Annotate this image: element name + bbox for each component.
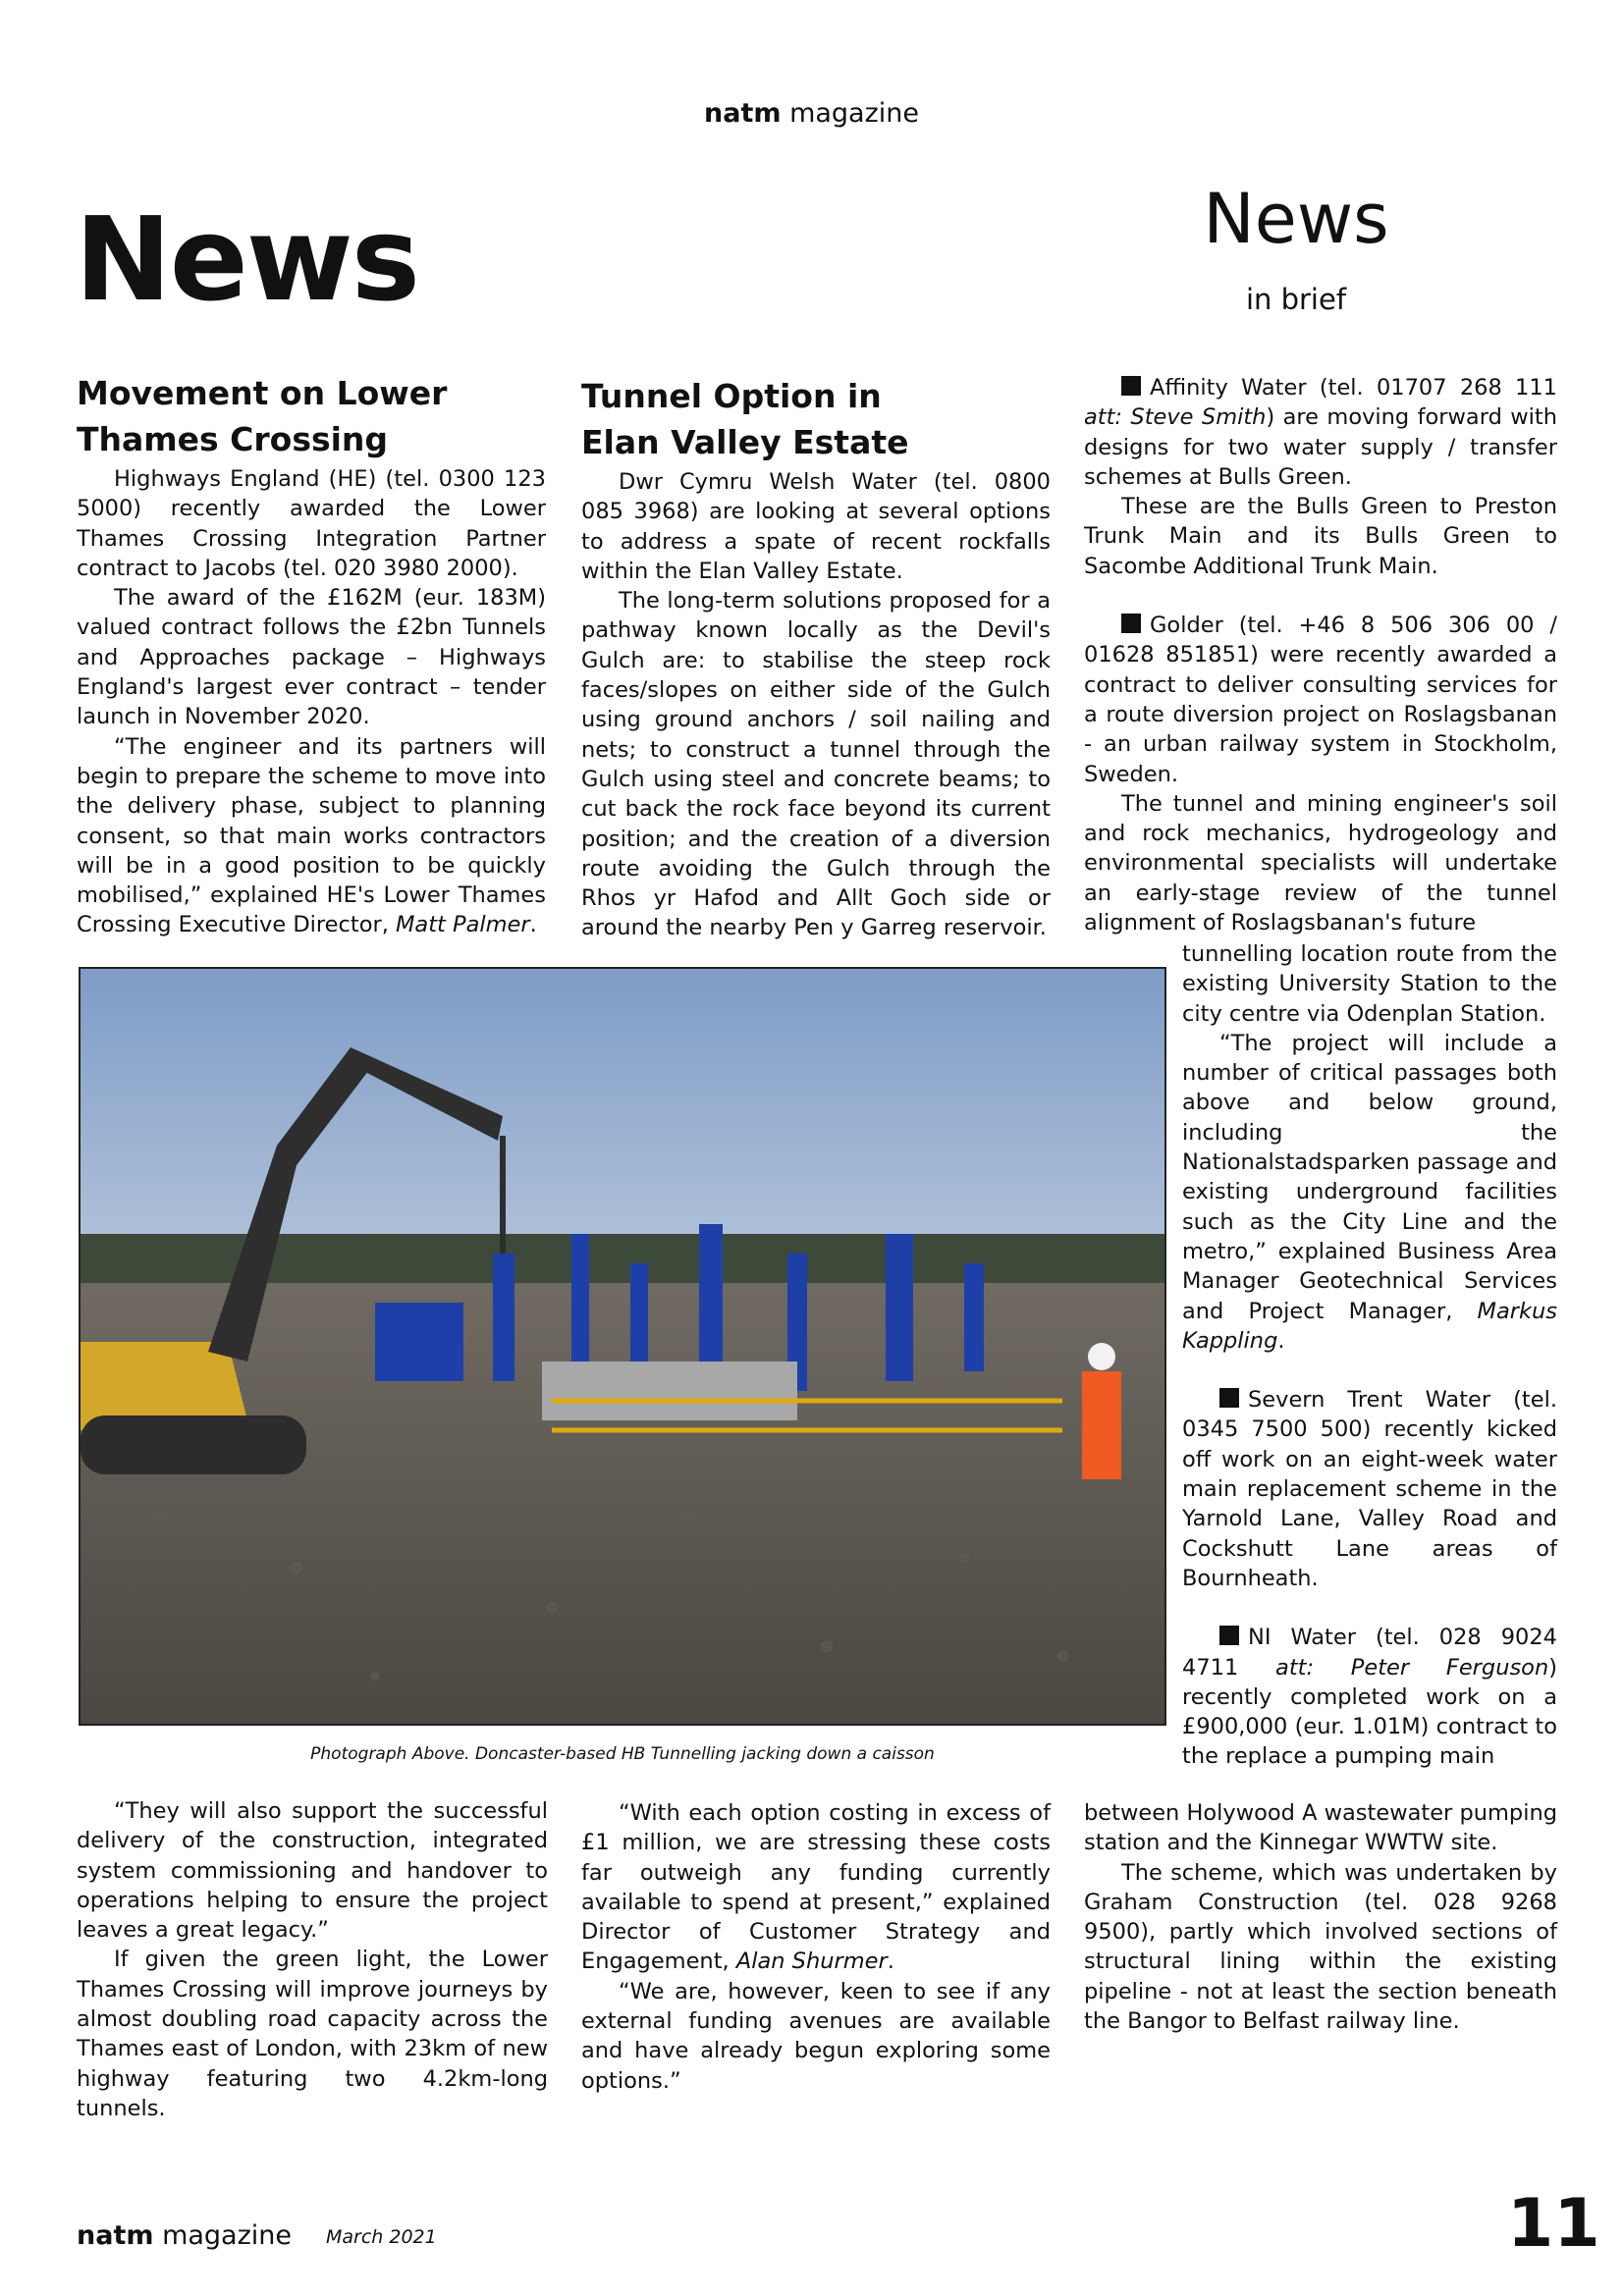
- article-elan-valley: [581, 373, 1051, 943]
- photo-caption: Photograph Above. Doncaster-based HB Tunnelling jacking down a caisson: [310, 1744, 935, 1764]
- header-brand-bold: natm: [704, 98, 782, 129]
- paragraph: [77, 732, 546, 940]
- construction-site-photo: [79, 967, 1166, 1726]
- page-number: 11: [1507, 2185, 1600, 2263]
- footer-brand: [77, 2220, 292, 2251]
- article-lower-thames: [77, 370, 546, 940]
- brief-golder: [1084, 611, 1557, 789]
- paragraph: The long-term solutions proposed for a pathway known locally as the Devil's Gulch are: to stabilise the steep rock faces/slopes on either side of the Gulch using ground anchors / soil nailing and nets; to construct a tunnel through the Gulch using steel and concrete beams; to cut back the rock face beyond its current position; and the creation of a diversion route avoiding the Gulch through the Rhos yr Hafod and Allt Goch side or around the nearby Pen y Garreg reservoir.: [581, 588, 1051, 941]
- quote-end: .: [529, 912, 537, 938]
- paragraph: Highways England (HE) (tel. 0300 123 5000) recently awarded the Lower Thames Crossing Integration Partner contract to Jacobs (tel. 020 3980 2000).: [77, 466, 546, 581]
- article-headline: [581, 373, 1051, 465]
- headline-line-2: Thames Crossing: [77, 420, 389, 458]
- news-brief-column-bottom: [1084, 1798, 1557, 2036]
- quote-text: “The engineer and its partners will begin to prepare the scheme to move into the delivery phase, subject to planning consent, so that main works contractors will be in a good position to be quickly mobilised,” explained HE's Lower Thames Crossing Executive Director,: [77, 733, 546, 938]
- quote-text: “The project will include a number of critical passages both above and below ground, including the Nationalstadsparken passage and existing underground facilities such as the City Line and the metro,” explained Business Area Manager Geotechnical Services and Project Manager,: [1182, 1030, 1557, 1324]
- paragraph: These are the Bulls Green to Preston Trunk Main and its Bulls Green to Sacombe Additional Trunk Main.: [1084, 494, 1557, 579]
- brief-text: Golder (tel. +46 8 506 306 00 / 01628 851851) were recently awarded a contract to deliver consulting services for a route diversion project on Roslagsbanan - an urban railway system in Stockholm, Sweden.: [1084, 613, 1557, 787]
- paragraph: “They will also support the successful delivery of the construction, integrated system commissioning and handover to operations helping to ensure the project leaves a great legacy.”: [77, 1798, 548, 1944]
- footer-brand-bold: natm: [77, 2220, 154, 2251]
- quote-end: .: [1277, 1327, 1285, 1354]
- brief-text: Severn Trent Water (tel. 0345 7500 500) recently kicked off work on an eight-week water main replacement scheme in the Yarnold Lane, Valley Road and Cockshutt Lane areas of Bournheath.: [1182, 1387, 1557, 1591]
- quote-end: .: [887, 1949, 894, 1975]
- news-in-brief-subtitle: in brief: [1245, 283, 1347, 316]
- paragraph: “We are, however, keen to see if any external funding avenues are available and have already begun exploring some options.”: [581, 1978, 1051, 2094]
- news-brief-column-narrow: [1182, 939, 1557, 1772]
- brief-contact: att: Peter Ferguson: [1275, 1654, 1549, 1681]
- article-body: [581, 467, 1051, 943]
- paragraph: The scheme, which was undertaken by Graham Construction (tel. 028 9268 9500), partly which involved sections of structural lining within the existing pipeline - not at least the section beneath the Bangor to Belfast railway line.: [1084, 1859, 1557, 2035]
- quoted-person: Matt Palmer: [396, 912, 530, 938]
- news-brief-column: [1084, 373, 1557, 937]
- quoted-person: Markus Kappling: [1182, 1298, 1557, 1354]
- paragraph: The tunnel and mining engineer's soil and rock mechanics, hydrogeology and environmental specialists will undertake an early-stage review of the tunnel alignment of Roslagsbanan's future: [1084, 790, 1557, 936]
- paragraph: [581, 1798, 1051, 1977]
- paragraph-continued: between Holywood A wastewater pumping station and the Kinnegar WWTW site.: [1084, 1800, 1557, 1856]
- bullet-square-icon: [1121, 376, 1141, 396]
- running-header: [0, 98, 1623, 129]
- news-in-brief-title: News: [1203, 179, 1389, 259]
- headline-line-1: Movement on Lower: [77, 374, 448, 412]
- quoted-person: Alan Shurmer: [735, 1949, 888, 1975]
- brief-text: ) are moving forward with designs for two water supply / transfer schemes at Bulls Green.: [1084, 404, 1557, 490]
- brief-ni-water: [1182, 1623, 1557, 1771]
- brief-text: ) recently completed work on a £900,000 (eur. 1.01M) contract to the replace a pumping main: [1182, 1654, 1557, 1770]
- issue-date: March 2021: [326, 2226, 437, 2248]
- article-elan-valley-continued: [581, 1798, 1051, 2096]
- paragraph: Dwr Cymru Welsh Water (tel. 0800 085 3968) are looking at several options to address a spate of recent rockfalls within the Elan Valley Estate.: [581, 469, 1051, 584]
- brief-text: NI Water (tel. 028 9024 4711: [1182, 1625, 1557, 1681]
- paragraph: If given the green light, the Lower Thames Crossing will improve journeys by almost doubling road capacity across the Thames east of London, with 23km of new highway featuring two 4.2km-long tunnels.: [77, 1947, 548, 2121]
- bullet-square-icon: [1219, 1388, 1239, 1408]
- headline-line-1: Tunnel Option in: [581, 377, 882, 415]
- article-headline: [77, 370, 546, 462]
- footer-brand-rest: magazine: [153, 2220, 292, 2251]
- brief-affinity: [1084, 373, 1557, 492]
- bullet-square-icon: [1121, 614, 1141, 633]
- quote-text: “With each option costing in excess of £1 million, we are stressing these costs far outweigh any funding currently available to spend at present,” explained Director of Customer Strategy and Engagement,: [581, 1800, 1051, 1975]
- article-body: [77, 464, 546, 940]
- page-title: News: [75, 191, 419, 327]
- headline-line-2: Elan Valley Estate: [581, 423, 909, 461]
- header-brand-rest: magazine: [781, 98, 919, 129]
- paragraph-continued: tunnelling location route from the existing University Station to the city centre via Odenplan Station.: [1182, 941, 1557, 1027]
- photo-illustration: [81, 969, 1164, 1724]
- paragraph: [1182, 1029, 1557, 1356]
- bullet-square-icon: [1219, 1626, 1239, 1645]
- brief-text: Affinity Water (tel. 01707 268 111: [1150, 375, 1557, 400]
- article-lower-thames-continued: [77, 1796, 548, 2123]
- brief-contact: att: Steve Smith: [1084, 404, 1267, 431]
- paragraph: The award of the £162M (eur. 183M) valued contract follows the £2bn Tunnels and Approaches package – Highways England's largest ever contract – tender launch in November 2020.: [77, 585, 546, 730]
- brief-severn-trent: [1182, 1385, 1557, 1593]
